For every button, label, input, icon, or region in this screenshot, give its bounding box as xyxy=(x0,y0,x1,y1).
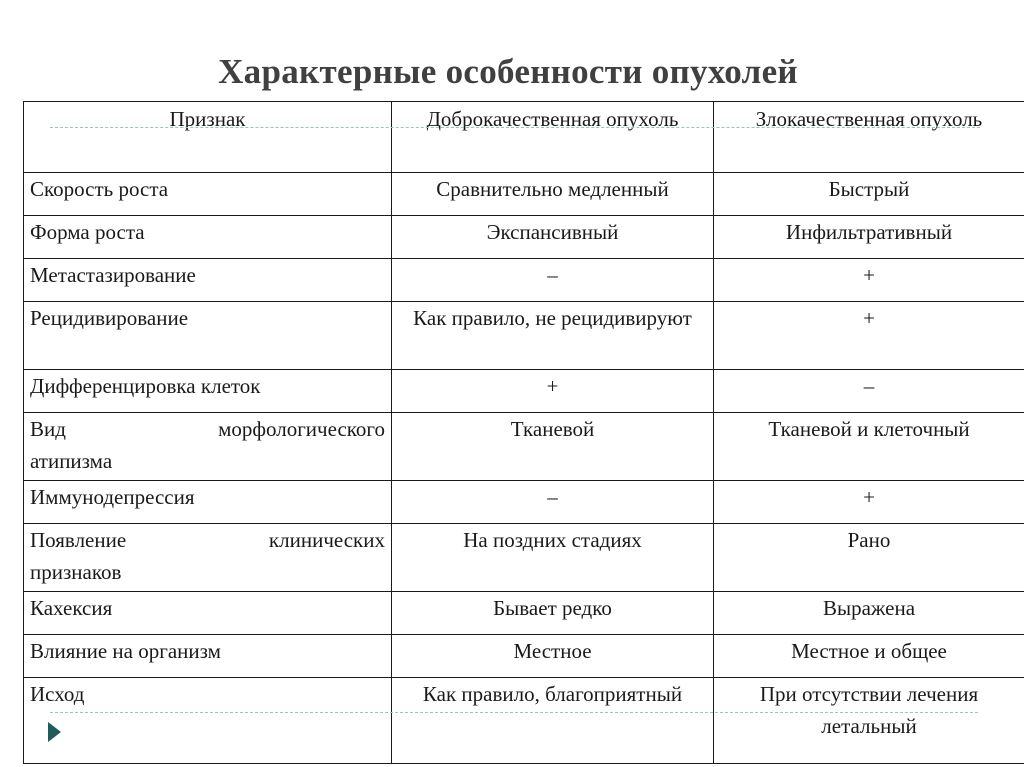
benign-cell: – xyxy=(392,259,714,302)
malignant-cell: + xyxy=(714,259,1024,302)
malignant-cell: Тканевой и клеточный xyxy=(714,413,1024,481)
malignant-cell: Быстрый xyxy=(714,173,1024,216)
feature-cell: Форма роста xyxy=(24,216,392,259)
benign-cell: На поздних стадиях xyxy=(392,524,714,592)
header-feature: Признак xyxy=(24,102,392,173)
malignant-cell: + xyxy=(714,481,1024,524)
malignant-cell: Выражена xyxy=(714,592,1024,635)
decorative-dashed-line-bottom xyxy=(50,712,978,713)
next-slide-arrow-icon[interactable] xyxy=(48,722,61,742)
benign-cell: Бывает редко xyxy=(392,592,714,635)
table-row xyxy=(24,370,1024,413)
table-row xyxy=(24,524,1024,592)
header-benign: Доброкачественная опухоль xyxy=(392,102,714,173)
malignant-cell: + xyxy=(714,302,1024,370)
table-header-row xyxy=(24,102,1024,173)
feature-cell: Метастазирование xyxy=(24,259,392,302)
benign-cell: – xyxy=(392,481,714,524)
benign-cell: Сравнительно медленный xyxy=(392,173,714,216)
feature-cell: Скорость роста xyxy=(24,173,392,216)
feature-line: признаков xyxy=(30,559,122,584)
table-row xyxy=(24,173,1024,216)
feature-cell: Иммунодепрессия xyxy=(24,481,392,524)
feature-cell: Рецидивирование xyxy=(24,302,392,370)
feature-word: Появление xyxy=(30,528,127,552)
benign-cell: + xyxy=(392,370,714,413)
tumor-features-table xyxy=(23,101,1024,764)
feature-line xyxy=(30,414,385,446)
feature-line: атипизма xyxy=(30,448,113,473)
benign-cell: Экспансивный xyxy=(392,216,714,259)
feature-word: Вид xyxy=(30,417,66,441)
malignant-cell: Рано xyxy=(714,524,1024,592)
benign-cell: Местное xyxy=(392,635,714,678)
table-row xyxy=(24,678,1024,764)
malignant-cell: Инфильтративный xyxy=(714,216,1024,259)
feature-word: морфологического xyxy=(218,417,385,441)
feature-cell: Кахексия xyxy=(24,592,392,635)
malignant-cell: – xyxy=(714,370,1024,413)
feature-line xyxy=(30,525,385,557)
table-row xyxy=(24,302,1024,370)
malignant-cell: При отсутствии лечения летальный xyxy=(714,678,1024,764)
table-row xyxy=(24,259,1024,302)
header-malignant: Злокачественная опухоль xyxy=(714,102,1024,173)
malignant-cell: Местное и общее xyxy=(714,635,1024,678)
feature-cell: Влияние на организм xyxy=(24,635,392,678)
benign-cell: Как правило, благоприятный xyxy=(392,678,714,764)
feature-cell: Исход xyxy=(24,678,392,764)
slide-title: Характерные особенности опухолей xyxy=(218,52,798,91)
feature-cell: Дифференцировка клеток xyxy=(24,370,392,413)
table-row xyxy=(24,635,1024,678)
table-row xyxy=(24,216,1024,259)
feature-word: клинических xyxy=(268,528,385,552)
table-row xyxy=(24,592,1024,635)
feature-cell xyxy=(24,524,392,592)
table-row xyxy=(24,413,1024,481)
feature-cell xyxy=(24,413,392,481)
benign-cell: Как правило, не рецидивируют xyxy=(392,302,714,370)
table-row xyxy=(24,481,1024,524)
decorative-dashed-line-top xyxy=(50,127,980,128)
benign-cell: Тканевой xyxy=(392,413,714,481)
